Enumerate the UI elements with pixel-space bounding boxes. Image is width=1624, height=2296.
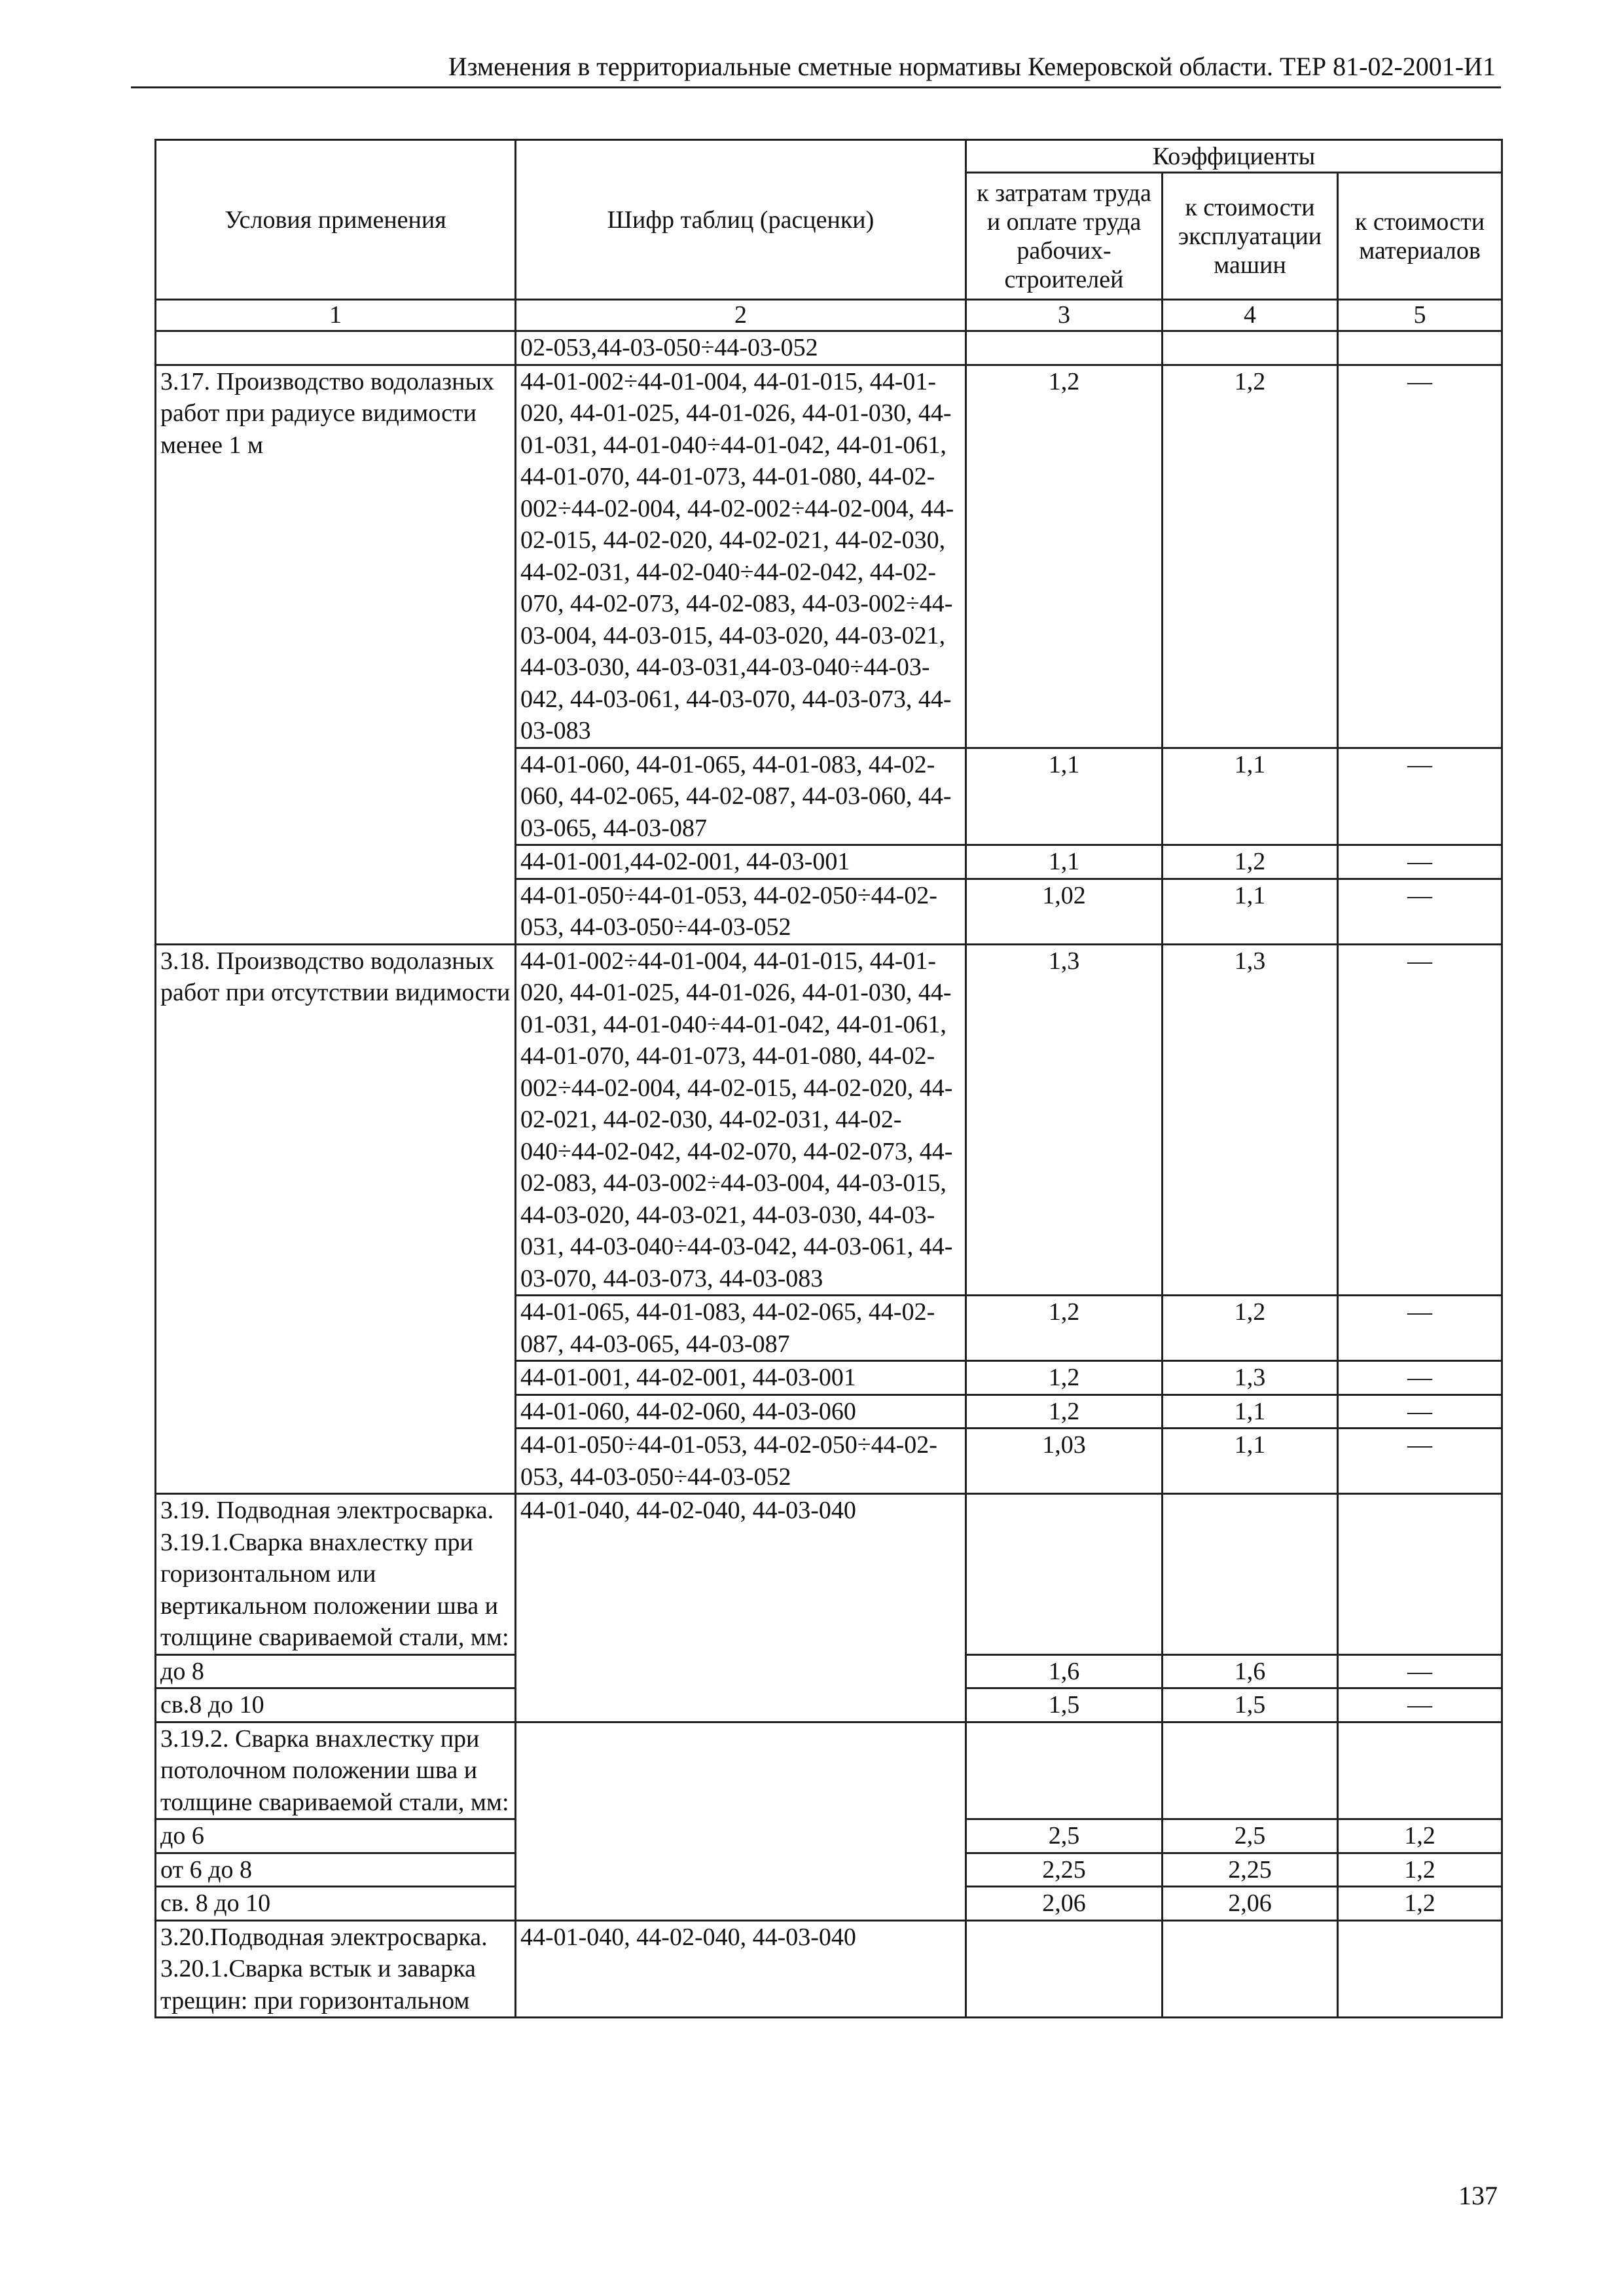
condition-cell: 3.17. Производство водолазных работ при радиусе видимости менее 1 м xyxy=(156,365,516,944)
codes-cell: 44-01-001, 44-02-001, 44-03-001 xyxy=(516,1361,966,1395)
condition-cell: 3.20.Подводная электросварка. 3.20.1.Сварка встык и заварка трещин: при горизонтальном xyxy=(156,1920,516,2018)
header-conditions: Условия применения xyxy=(156,140,516,300)
machines-coef: 1,2 xyxy=(1163,365,1338,748)
machines-coef: 1,2 xyxy=(1163,845,1338,879)
labor-coef xyxy=(966,1920,1163,2018)
machines-coef: 1,5 xyxy=(1163,1688,1338,1722)
condition-cell xyxy=(156,331,516,365)
labor-coef: 1,02 xyxy=(966,879,1163,944)
column-number: 1 xyxy=(156,300,516,331)
codes-cell: 44-01-002÷44-01-004, 44-01-015, 44-01-020, 44-01-025, 44-01-026, 44-01-030, 44-01-031, 44-01-040÷44-01-042, 44-01-061, 44-01-070, 44-01-073, 44-01-080, 44-02-002÷44-02-004, 44-02-002÷44-02-004, 44-02-015, 44-02-020, 44-02-021, 44-02-030, 44-02-031, 44-02-040÷44-02-042, 44-02-070, 44-02-073, 44-02-083, 44-03-002÷44-03-004, 44-03-015, 44-03-020, 44-03-021, 44-03-030, 44-03-031,44-03-040÷44-03-042, 44-03-061, 44-03-070, 44-03-073, 44-03-083 xyxy=(516,365,966,748)
codes-cell: 44-01-050÷44-01-053, 44-02-050÷44-02-053, 44-03-050÷44-03-052 xyxy=(516,1429,966,1494)
labor-coef xyxy=(966,331,1163,365)
table-row xyxy=(156,331,1502,365)
labor-coef: 2,25 xyxy=(966,1853,1163,1887)
column-number: 4 xyxy=(1163,300,1338,331)
column-number: 5 xyxy=(1338,300,1502,331)
machines-coef: 1,1 xyxy=(1163,1394,1338,1429)
materials-coef: — xyxy=(1338,1654,1502,1688)
codes-cell: 44-01-001,44-02-001, 44-03-001 xyxy=(516,845,966,879)
labor-coef: 1,1 xyxy=(966,748,1163,845)
condition-cell: св. 8 до 10 xyxy=(156,1887,516,1921)
table-row xyxy=(156,1494,1502,1655)
machines-coef: 1,1 xyxy=(1163,1429,1338,1494)
column-number: 3 xyxy=(966,300,1163,331)
materials-coef: — xyxy=(1338,845,1502,879)
machines-coef: 1,6 xyxy=(1163,1654,1338,1688)
header-labor: к затратам труда и оплате труда рабочих-строителей xyxy=(966,173,1163,300)
labor-coef: 1,2 xyxy=(966,1296,1163,1361)
coefficients-table xyxy=(154,139,1503,2018)
table-row xyxy=(156,1722,1502,1819)
materials-coef xyxy=(1338,1920,1502,2018)
labor-coef: 1,1 xyxy=(966,845,1163,879)
codes-cell: 44-01-050÷44-01-053, 44-02-050÷44-02-053, 44-03-050÷44-03-052 xyxy=(516,879,966,944)
materials-coef: — xyxy=(1338,944,1502,1296)
codes-cell: 02-053,44-03-050÷44-03-052 xyxy=(516,331,966,365)
header-machines: к стоимости эксплуатации машин xyxy=(1163,173,1338,300)
labor-coef: 1,5 xyxy=(966,1688,1163,1722)
materials-coef: — xyxy=(1338,748,1502,845)
materials-coef: — xyxy=(1338,1296,1502,1361)
condition-cell: 3.19.2. Сварка внахлестку при потолочном положении шва и толщине свариваемой стали, мм: xyxy=(156,1722,516,1819)
machines-coef xyxy=(1163,331,1338,365)
header-codes: Шифр таблиц (расценки) xyxy=(516,140,966,300)
machines-coef: 1,1 xyxy=(1163,748,1338,845)
materials-coef: 1,2 xyxy=(1338,1853,1502,1887)
materials-coef xyxy=(1338,1494,1502,1655)
machines-coef: 2,5 xyxy=(1163,1819,1338,1853)
labor-coef: 1,03 xyxy=(966,1429,1163,1494)
labor-coef: 1,2 xyxy=(966,1361,1163,1395)
condition-cell: до 8 xyxy=(156,1654,516,1688)
labor-coef: 1,2 xyxy=(966,365,1163,748)
machines-coef: 1,3 xyxy=(1163,1361,1338,1395)
page-header xyxy=(131,48,1501,88)
labor-coef: 1,6 xyxy=(966,1654,1163,1688)
materials-coef: — xyxy=(1338,1429,1502,1494)
machines-coef: 2,25 xyxy=(1163,1853,1338,1887)
materials-coef xyxy=(1338,331,1502,365)
codes-cell: 44-01-065, 44-01-083, 44-02-065, 44-02-087, 44-03-065, 44-03-087 xyxy=(516,1296,966,1361)
header-coefficients: Коэффициенты xyxy=(966,140,1502,173)
machines-coef: 2,06 xyxy=(1163,1887,1338,1921)
labor-coef: 1,2 xyxy=(966,1394,1163,1429)
machines-coef: 1,1 xyxy=(1163,879,1338,944)
table-row xyxy=(156,365,1502,748)
condition-cell: св.8 до 10 xyxy=(156,1688,516,1722)
materials-coef: 1,2 xyxy=(1338,1819,1502,1853)
codes-cell: 44-01-040, 44-02-040, 44-03-040 xyxy=(516,1494,966,1722)
labor-coef xyxy=(966,1494,1163,1655)
codes-cell: 44-01-060, 44-02-060, 44-03-060 xyxy=(516,1394,966,1429)
machines-coef xyxy=(1163,1494,1338,1655)
labor-coef: 2,5 xyxy=(966,1819,1163,1853)
labor-coef xyxy=(966,1722,1163,1819)
materials-coef: 1,2 xyxy=(1338,1887,1502,1921)
machines-coef: 1,2 xyxy=(1163,1296,1338,1361)
condition-cell: 3.18. Производство водолазных работ при отсутствии видимости xyxy=(156,944,516,1494)
labor-coef: 1,3 xyxy=(966,944,1163,1296)
codes-cell: 44-01-060, 44-01-065, 44-01-083, 44-02-060, 44-02-065, 44-02-087, 44-03-060, 44-03-065, 44-03-087 xyxy=(516,748,966,845)
labor-coef: 2,06 xyxy=(966,1887,1163,1921)
table-row xyxy=(156,1920,1502,2018)
materials-coef: — xyxy=(1338,1688,1502,1722)
page-number: 137 xyxy=(1458,2181,1498,2210)
machines-coef xyxy=(1163,1920,1338,2018)
condition-cell: 3.19. Подводная электросварка. 3.19.1.Сварка внахлестку при горизонтальном или вертикальном положении шва и толщине свариваемой стали, мм: xyxy=(156,1494,516,1655)
codes-cell: 44-01-002÷44-01-004, 44-01-015, 44-01-020, 44-01-025, 44-01-026, 44-01-030, 44-01-031, 44-01-040÷44-01-042, 44-01-061, 44-01-070, 44-01-073, 44-01-080, 44-02-002÷44-02-004, 44-02-015, 44-02-020, 44-02-021, 44-02-030, 44-02-031, 44-02-040÷44-02-042, 44-02-070, 44-02-073, 44-02-083, 44-03-002÷44-03-004, 44-03-015, 44-03-020, 44-03-021, 44-03-030, 44-03-031, 44-03-040÷44-03-042, 44-03-061, 44-03-070, 44-03-073, 44-03-083 xyxy=(516,944,966,1296)
materials-coef: — xyxy=(1338,365,1502,748)
codes-cell: 44-01-040, 44-02-040, 44-03-040 xyxy=(516,1920,966,2018)
machines-coef xyxy=(1163,1722,1338,1819)
header-materials: к стоимости материалов xyxy=(1338,173,1502,300)
machines-coef: 1,3 xyxy=(1163,944,1338,1296)
materials-coef: — xyxy=(1338,879,1502,944)
materials-coef xyxy=(1338,1722,1502,1819)
condition-cell: от 6 до 8 xyxy=(156,1853,516,1887)
materials-coef: — xyxy=(1338,1394,1502,1429)
header-title: Изменения в территориальные сметные нормативы Кемеровской области. ТЕР 81-02-2001-И1 xyxy=(448,52,1496,81)
column-number: 2 xyxy=(516,300,966,331)
materials-coef: — xyxy=(1338,1361,1502,1395)
table-row xyxy=(156,944,1502,1296)
condition-cell: до 6 xyxy=(156,1819,516,1853)
codes-cell xyxy=(516,1722,966,1920)
